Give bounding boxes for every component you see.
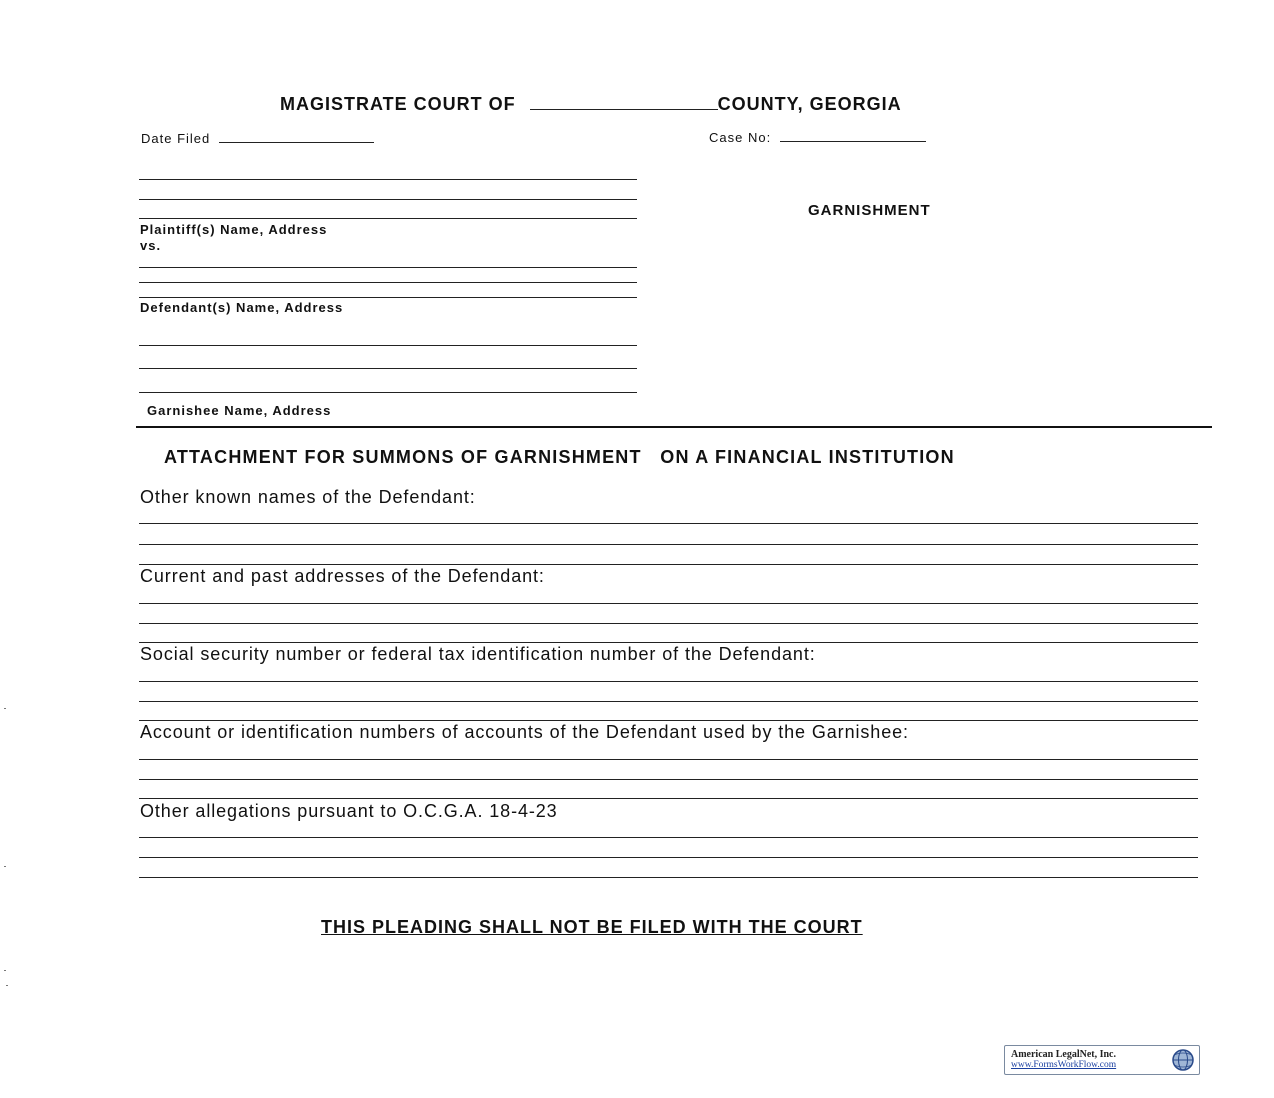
logo-company: American LegalNet, Inc.: [1011, 1049, 1116, 1060]
question-account-numbers: Account or identification numbers of accounts of the Defendant used by the Garnishee:: [140, 722, 909, 742]
answer-line[interactable]: [139, 720, 1198, 721]
answer-line[interactable]: [139, 623, 1198, 624]
plaintiff-line-3[interactable]: [139, 218, 637, 219]
scan-speck: [4, 970, 6, 971]
answer-line[interactable]: [139, 759, 1198, 760]
answer-line[interactable]: [139, 523, 1198, 524]
answer-line[interactable]: [139, 701, 1198, 702]
date-filed-blank[interactable]: [219, 142, 374, 143]
filing-notice: THIS PLEADING SHALL NOT BE FILED WITH THE COURT: [321, 917, 863, 937]
logo-url[interactable]: www.FormsWorkFlow.com: [1011, 1060, 1117, 1070]
globe-icon: [1170, 1048, 1196, 1072]
scan-speck: [4, 866, 6, 867]
attachment-title: ATTACHMENT FOR SUMMONS OF GARNISHMENT ON A FINANCIAL INSTITUTION: [164, 447, 955, 467]
date-filed-label: Date Filed: [141, 131, 211, 146]
case-no-row: [709, 130, 926, 145]
scan-speck: [6, 985, 8, 986]
date-filed-row: [141, 131, 374, 146]
court-suffix: COUNTY, GEORGIA: [717, 94, 902, 114]
answer-line[interactable]: [139, 798, 1198, 799]
answer-line[interactable]: [139, 642, 1198, 643]
question-other-names: Other known names of the Defendant:: [140, 487, 476, 507]
answer-line[interactable]: [139, 681, 1198, 682]
garnishee-line-2[interactable]: [139, 368, 637, 369]
answer-line[interactable]: [139, 857, 1198, 858]
scan-speck: [4, 708, 6, 709]
court-prefix: MAGISTRATE COURT OF: [280, 94, 516, 114]
defendant-label: Defendant(s) Name, Address: [140, 300, 344, 315]
answer-line[interactable]: [139, 564, 1198, 565]
defendant-line-2[interactable]: [139, 282, 637, 283]
answer-line[interactable]: [139, 877, 1198, 878]
plaintiff-line-1[interactable]: [139, 179, 637, 180]
defendant-line-1[interactable]: [139, 267, 637, 268]
case-no-label: Case No:: [709, 130, 772, 145]
answer-line[interactable]: [139, 837, 1198, 838]
case-no-blank[interactable]: [780, 141, 926, 142]
section-divider: [136, 426, 1212, 428]
plaintiff-line-2[interactable]: [139, 199, 637, 200]
garnishee-line-1[interactable]: [139, 345, 637, 346]
defendant-line-3[interactable]: [139, 297, 637, 298]
answer-line[interactable]: [139, 603, 1198, 604]
plaintiff-label: Plaintiff(s) Name, Address: [140, 222, 328, 237]
garnishee-label: Garnishee Name, Address: [147, 403, 332, 418]
answer-line[interactable]: [139, 544, 1198, 545]
question-ssn-tax-id: Social security number or federal tax identification number of the Defendant:: [140, 644, 816, 664]
court-heading: [280, 94, 902, 115]
publisher-logo: [1004, 1045, 1200, 1075]
county-name-blank[interactable]: [530, 109, 718, 110]
question-other-allegations: Other allegations pursuant to O.C.G.A. 18-4-23: [140, 801, 558, 821]
garnishee-line-3[interactable]: [139, 392, 637, 393]
question-addresses: Current and past addresses of the Defendant:: [140, 566, 545, 586]
answer-line[interactable]: [139, 779, 1198, 780]
document-type: GARNISHMENT: [808, 202, 931, 219]
vs-label: vs.: [140, 238, 162, 253]
